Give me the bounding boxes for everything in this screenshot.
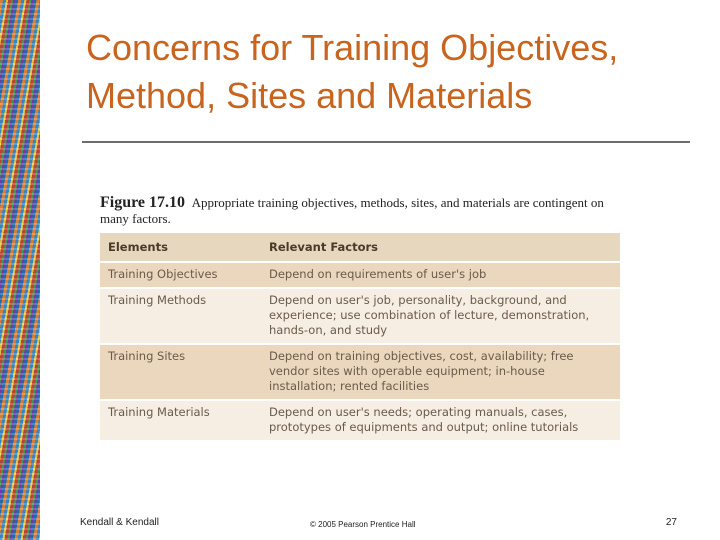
table-header-row bbox=[100, 233, 620, 262]
element-cell: Training Objectives bbox=[100, 262, 261, 288]
table-row bbox=[100, 288, 620, 344]
element-cell: Training Sites bbox=[100, 344, 261, 400]
table-row bbox=[100, 400, 620, 440]
figure-caption bbox=[100, 195, 620, 227]
table-row bbox=[100, 262, 620, 288]
table-row bbox=[100, 344, 620, 400]
header-relevant-factors: Relevant Factors bbox=[261, 233, 620, 262]
footer-copyright: © 2005 Pearson Prentice Hall bbox=[310, 520, 416, 529]
slide-title bbox=[86, 24, 706, 120]
footer-authors: Kendall & Kendall bbox=[80, 517, 159, 528]
element-cell: Training Methods bbox=[100, 288, 261, 344]
factor-cell: Depend on requirements of user's job bbox=[261, 262, 620, 288]
page-number: 27 bbox=[665, 517, 677, 528]
factor-cell: Depend on user's job, personality, background, and experience; use combination of lecture, demonstration, hands-on, and study bbox=[261, 288, 620, 344]
title-line-2: Method, Sites and Materials bbox=[86, 75, 533, 116]
title-divider bbox=[82, 141, 690, 143]
figure-caption-text: Appropriate training objectives, methods, sites, and materials are contingent on many factors. bbox=[100, 195, 604, 226]
title-line-1: Concerns for Training Objectives, bbox=[86, 27, 619, 68]
factor-cell: Depend on user's needs; operating manuals, cases, prototypes of equipments and output; online tutorials bbox=[261, 400, 620, 440]
factor-cell: Depend on training objectives, cost, availability; free vendor sites with operable equipment; in-house installation; rented facilities bbox=[261, 344, 620, 400]
figure bbox=[100, 195, 620, 440]
figure-label: Figure 17.10 bbox=[100, 194, 186, 211]
element-cell: Training Materials bbox=[100, 400, 261, 440]
decorative-woven-strip bbox=[0, 0, 40, 540]
factors-table bbox=[100, 233, 620, 440]
header-elements: Elements bbox=[100, 233, 261, 262]
